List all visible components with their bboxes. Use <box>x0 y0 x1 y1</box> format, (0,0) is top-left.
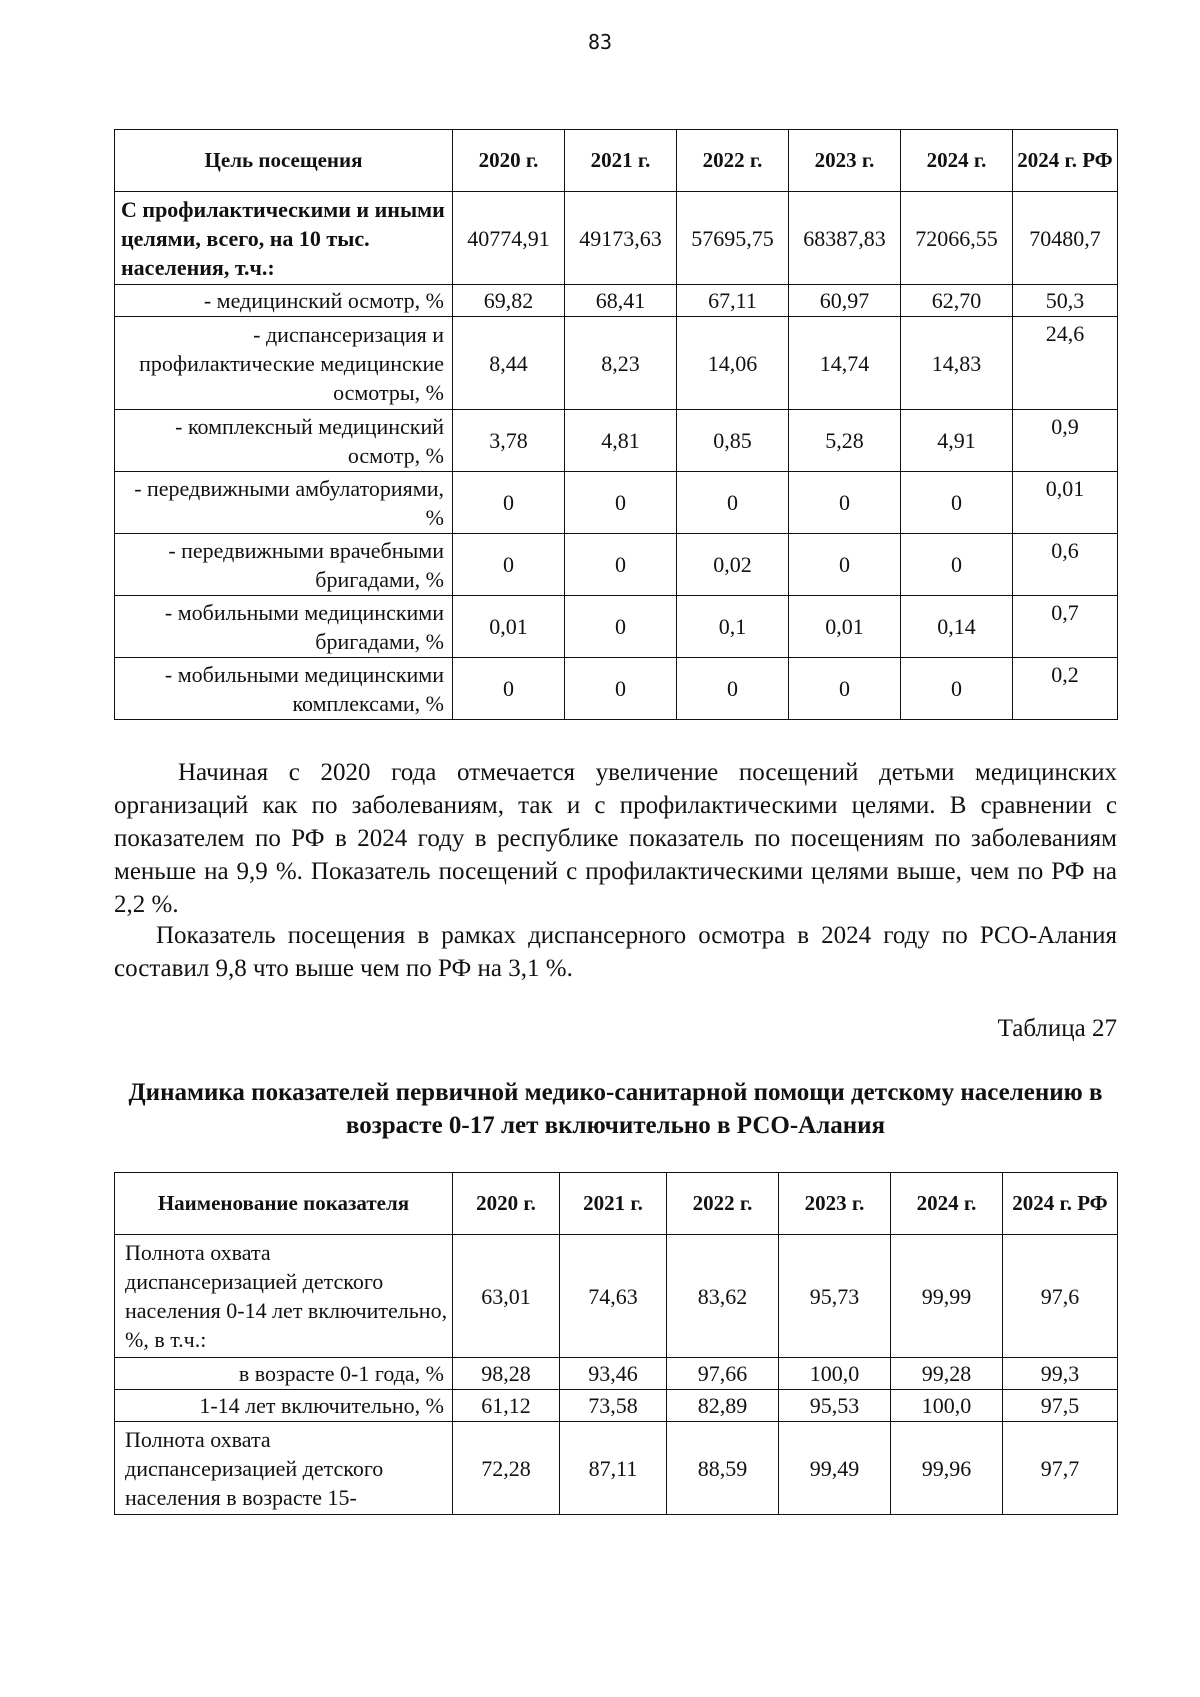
page-number: 83 <box>587 30 613 54</box>
table-cell: 50,3 <box>1013 285 1118 317</box>
table-cell: 0 <box>789 534 901 596</box>
table-cell: 0,02 <box>677 534 789 596</box>
table-cell: 100,0 <box>891 1390 1003 1422</box>
table-cell: 49173,63 <box>565 192 677 285</box>
column-header: 2024 г. РФ <box>1003 1173 1118 1235</box>
row-label: - мобильными медицинскими бригадами, % <box>115 596 453 658</box>
column-header: 2024 г. РФ <box>1013 130 1118 192</box>
table-cell: 0,14 <box>901 596 1013 658</box>
table-row <box>115 317 1118 410</box>
table-cell: 99,99 <box>891 1235 1003 1358</box>
row-label: - мобильными медицинскими комплексами, % <box>115 658 453 720</box>
table-cell: 0 <box>901 472 1013 534</box>
row-label: Полнота охвата диспансеризацией детского населения в возрасте 15- <box>115 1422 453 1515</box>
table-cell: 60,97 <box>789 285 901 317</box>
table-header-row <box>115 130 1118 192</box>
table-cell: 3,78 <box>453 410 565 472</box>
table-cell: 0 <box>453 534 565 596</box>
row-label: С профилактическими и иными целями, всего, на 10 тыс. населения, т.ч.: <box>115 192 453 285</box>
table-cell: 68387,83 <box>789 192 901 285</box>
row-label: в возрасте 0-1 года, % <box>115 1358 453 1390</box>
table-cell: 63,01 <box>453 1235 560 1358</box>
table-cell: 0 <box>565 534 677 596</box>
table-cell: 68,41 <box>565 285 677 317</box>
table-cell: 0 <box>677 658 789 720</box>
table-cell: 99,96 <box>891 1422 1003 1515</box>
column-header: 2023 г. <box>789 130 901 192</box>
table-cell: 93,46 <box>560 1358 667 1390</box>
table-cell: 97,6 <box>1003 1235 1118 1358</box>
table-cell: 95,73 <box>779 1235 891 1358</box>
table-cell: 82,89 <box>667 1390 779 1422</box>
table-row <box>115 285 1118 317</box>
table-cell: 0 <box>453 472 565 534</box>
table-cell: 5,28 <box>789 410 901 472</box>
row-label: - медицинский осмотр, % <box>115 285 453 317</box>
table-cell: 0,9 <box>1013 410 1118 472</box>
table-row <box>115 192 1118 285</box>
table-cell: 67,11 <box>677 285 789 317</box>
table-row <box>115 472 1118 534</box>
table-cell: 0,2 <box>1013 658 1118 720</box>
table-cell: 69,82 <box>453 285 565 317</box>
table-row <box>115 1358 1118 1390</box>
table-cell: 99,28 <box>891 1358 1003 1390</box>
row-label: - передвижными амбулаториями, % <box>115 472 453 534</box>
table-cell: 0 <box>565 658 677 720</box>
table-cell: 62,70 <box>901 285 1013 317</box>
column-header: 2020 г. <box>453 130 565 192</box>
table-cell: 0 <box>901 658 1013 720</box>
table-row <box>115 534 1118 596</box>
table-cell: 4,81 <box>565 410 677 472</box>
table-cell: 40774,91 <box>453 192 565 285</box>
table-cell: 14,06 <box>677 317 789 410</box>
table-cell: 14,83 <box>901 317 1013 410</box>
table-cell: 0,01 <box>453 596 565 658</box>
body-paragraph: Начиная с 2020 года отмечается увеличение посещений детьми медицинских организаций как по заболеваниям, так и с профилактическими целями. В сравнении с показателем по РФ в 2024 году в республике показатель по посещениям по заболеваниям меньше на 9,9 %. Показатель посещений с профилактическими целями выше, чем по РФ на 2,2 %. <box>114 759 1117 918</box>
table-cell: 0,6 <box>1013 534 1118 596</box>
table-row <box>115 410 1118 472</box>
table-cell: 98,28 <box>453 1358 560 1390</box>
visit-purpose-table <box>114 129 1118 720</box>
table-cell: 88,59 <box>667 1422 779 1515</box>
column-header: 2020 г. <box>453 1173 560 1235</box>
table-cell: 99,49 <box>779 1422 891 1515</box>
table-cell: 24,6 <box>1013 317 1118 410</box>
table-cell: 73,58 <box>560 1390 667 1422</box>
table-cell: 87,11 <box>560 1422 667 1515</box>
table-caption: Таблица 27 <box>997 1015 1117 1042</box>
table-cell: 0,7 <box>1013 596 1118 658</box>
table-cell: 0,01 <box>1013 472 1118 534</box>
table-cell: 0 <box>789 472 901 534</box>
table-row <box>115 596 1118 658</box>
table-cell: 95,53 <box>779 1390 891 1422</box>
table-cell: 97,7 <box>1003 1422 1118 1515</box>
table-cell: 0,85 <box>677 410 789 472</box>
table-cell: 8,23 <box>565 317 677 410</box>
body-paragraph: Показатель посещения в рамках диспансерного осмотра в 2024 году по РСО-Алания составил 9,8 что выше чем по РФ на 3,1 %. <box>114 922 1117 982</box>
table-cell: 74,63 <box>560 1235 667 1358</box>
column-header: 2021 г. <box>560 1173 667 1235</box>
table-cell: 0 <box>789 658 901 720</box>
column-header: 2021 г. <box>565 130 677 192</box>
table-cell: 97,66 <box>667 1358 779 1390</box>
row-label: - диспансеризация и профилактические медицинские осмотры, % <box>115 317 453 410</box>
table-title: Динамика показателей первичной медико-санитарной помощи детскому населению в возрасте 0-17 лет включительно в РСО-Алания <box>128 1079 1103 1139</box>
table-cell: 61,12 <box>453 1390 560 1422</box>
table-row <box>115 1422 1118 1515</box>
column-header: 2024 г. <box>891 1173 1003 1235</box>
table-cell: 8,44 <box>453 317 565 410</box>
row-label: - комплексный медицинский осмотр, % <box>115 410 453 472</box>
column-header: Наименование показателя <box>115 1173 453 1235</box>
row-label: 1-14 лет включительно, % <box>115 1390 453 1422</box>
row-label: - передвижными врачебными бригадами, % <box>115 534 453 596</box>
table-row <box>115 1235 1118 1358</box>
table-cell: 57695,75 <box>677 192 789 285</box>
table-cell: 99,3 <box>1003 1358 1118 1390</box>
column-header: Цель посещения <box>115 130 453 192</box>
table-cell: 0,01 <box>789 596 901 658</box>
table-cell: 0 <box>565 596 677 658</box>
table-cell: 0 <box>677 472 789 534</box>
table-row <box>115 1390 1118 1422</box>
column-header: 2022 г. <box>667 1173 779 1235</box>
table-cell: 4,91 <box>901 410 1013 472</box>
column-header: 2023 г. <box>779 1173 891 1235</box>
table-cell: 14,74 <box>789 317 901 410</box>
table-cell: 72066,55 <box>901 192 1013 285</box>
table-cell: 97,5 <box>1003 1390 1118 1422</box>
table-cell: 0,1 <box>677 596 789 658</box>
table-cell: 70480,7 <box>1013 192 1118 285</box>
pediatric-indicators-table <box>114 1172 1118 1515</box>
table-cell: 0 <box>901 534 1013 596</box>
table-row <box>115 658 1118 720</box>
table-cell: 0 <box>565 472 677 534</box>
table-cell: 100,0 <box>779 1358 891 1390</box>
row-label: Полнота охвата диспансеризацией детского населения 0-14 лет включительно, %, в т.ч.: <box>115 1235 453 1358</box>
table-cell: 72,28 <box>453 1422 560 1515</box>
table-cell: 83,62 <box>667 1235 779 1358</box>
table-header-row <box>115 1173 1118 1235</box>
column-header: 2022 г. <box>677 130 789 192</box>
table-cell: 0 <box>453 658 565 720</box>
column-header: 2024 г. <box>901 130 1013 192</box>
